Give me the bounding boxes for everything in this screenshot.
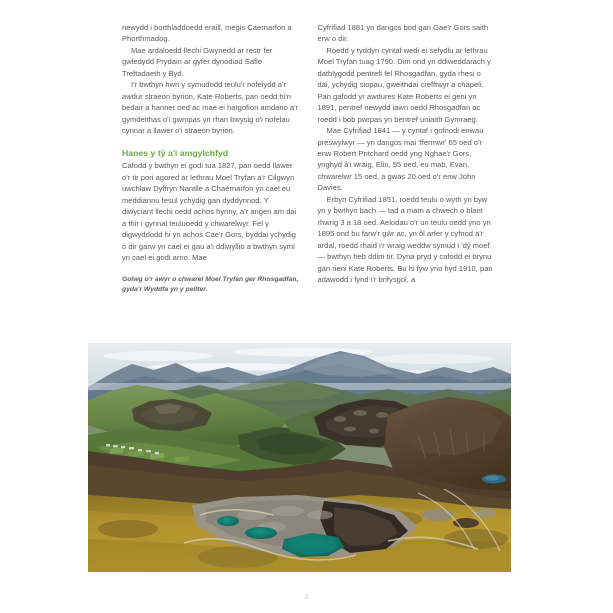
paragraph: Cyfrifiad 1881 yn dangos bod gan Gae'r Gors saith erw o dir.	[317, 23, 489, 44]
aerial-photo-moel-tryfan-quarry	[88, 343, 511, 572]
paragraph: I'r bwthyn hwn y symudodd teulu'r nofelydd a'r awdur straeon byrion, Kate Roberts, pan oedd hi'n bedair a hanner oed ac mae ei hatgofion amdano a'r gymdeithas o'i gwmpas yn rhan bwysig o'i nofelau cynnar a llawer o'i straeon byrion.	[122, 80, 299, 136]
paragraph: Cafodd y bwthyn ei godi tua 1827, pan oedd llawer o'r tir pori agored ar lethrau Moel Tryfan a'r Cilgwyn uwchlaw Dyffryn Nantlle a Chaernarfon yn cael eu meddiannu fesul ychydig gan dyddynnod. Y diwyciant llechi oedd achos hynny, a'r angen am dai a thir i gynnal teuluoedd y chwarelwyr. Fel y digwyddodd hi yn achos Cae'r Gors, byddai ychydig o dir garw yn cael ei gau a'i ddiwyllio a bwthyn syml yn cael ei godi arno. Mae	[122, 161, 297, 263]
photo-illustration	[88, 343, 511, 572]
section-heading: Hanes y tŷ a'i amgylchfyd	[122, 147, 229, 158]
right-column-text	[318, 22, 495, 285]
left-column	[122, 22, 299, 295]
paragraph: Roedd y tyddyn cyntaf wedi ei sefydlu ar lethrau Moel Tryfan tuag 1790. Dim ond yn ddiweddarach y datblygodd pentrefi fel Rhosgadfan, gyda rhesi o dai, ychydig siopau, gweithdai crefftwyr a chapeli. Pan gafodd yr awdures Kate Roberts ei geni yn 1891, pentref newydd iawn oedd Rhosgadfan ac roedd i bob pwrpas yn bentref uniaith Gymraeg.	[317, 45, 491, 124]
photo-caption: Golwg o'r awyr o chwarel Moel Tryfan ger Rhosgadfan, gyda'r Wyddfa yn y pellter.	[122, 276, 299, 293]
left-column-text	[122, 22, 299, 137]
right-column	[318, 22, 495, 295]
paragraph: newydd i borthladdoedd eraill, megis Caernarfon a Phorthmadog.	[122, 23, 292, 44]
paragraph: Erbyn Cyfrifiad 1851, roedd teulu o wyth yn byw yn y bwthyn bach — tad a mam a chwech o blant rhwng 3 a 18 oed. Aelodau o'r un teulu oedd yno yn 1895 ond bu farw'r gŵr ac, yn ôl arfer y cyfnod a'r ardal, roedd rhaid i'r wraig weddw symud i 'dŷ moel' — bwthyn heb ddim tir. Dyna pryd y cafodd ei brynu gan rieni Kate Roberts. Bu hi fyw yno hyd 1910, pan adawodd i fynd i'r brifysgol, a	[317, 194, 493, 284]
left-column-text-after-heading	[122, 160, 299, 263]
paragraph: Mae Cyfrifiad 1841 — y cyntaf i gofnodi enwau preswylwyr — yn dangos mai 'ffermwr' 65 oed o'r enw Robert Pritchard oedd yng Nghae'r Gors, ynghyd â'i wraig, Elin, 55 oed, eu mab, Evan, chwarelwr 15 oed, a gwas 20 oed o'r enw John Davies.	[317, 126, 484, 193]
page-number: 2	[304, 592, 309, 601]
paragraph: Mae ardaloedd llechi Gwynedd ar restr fer gwledydd Prydain ar gyfer dynodiad Safle Treftadaeth y Byd.	[122, 45, 273, 78]
two-column-text-body	[122, 22, 494, 295]
